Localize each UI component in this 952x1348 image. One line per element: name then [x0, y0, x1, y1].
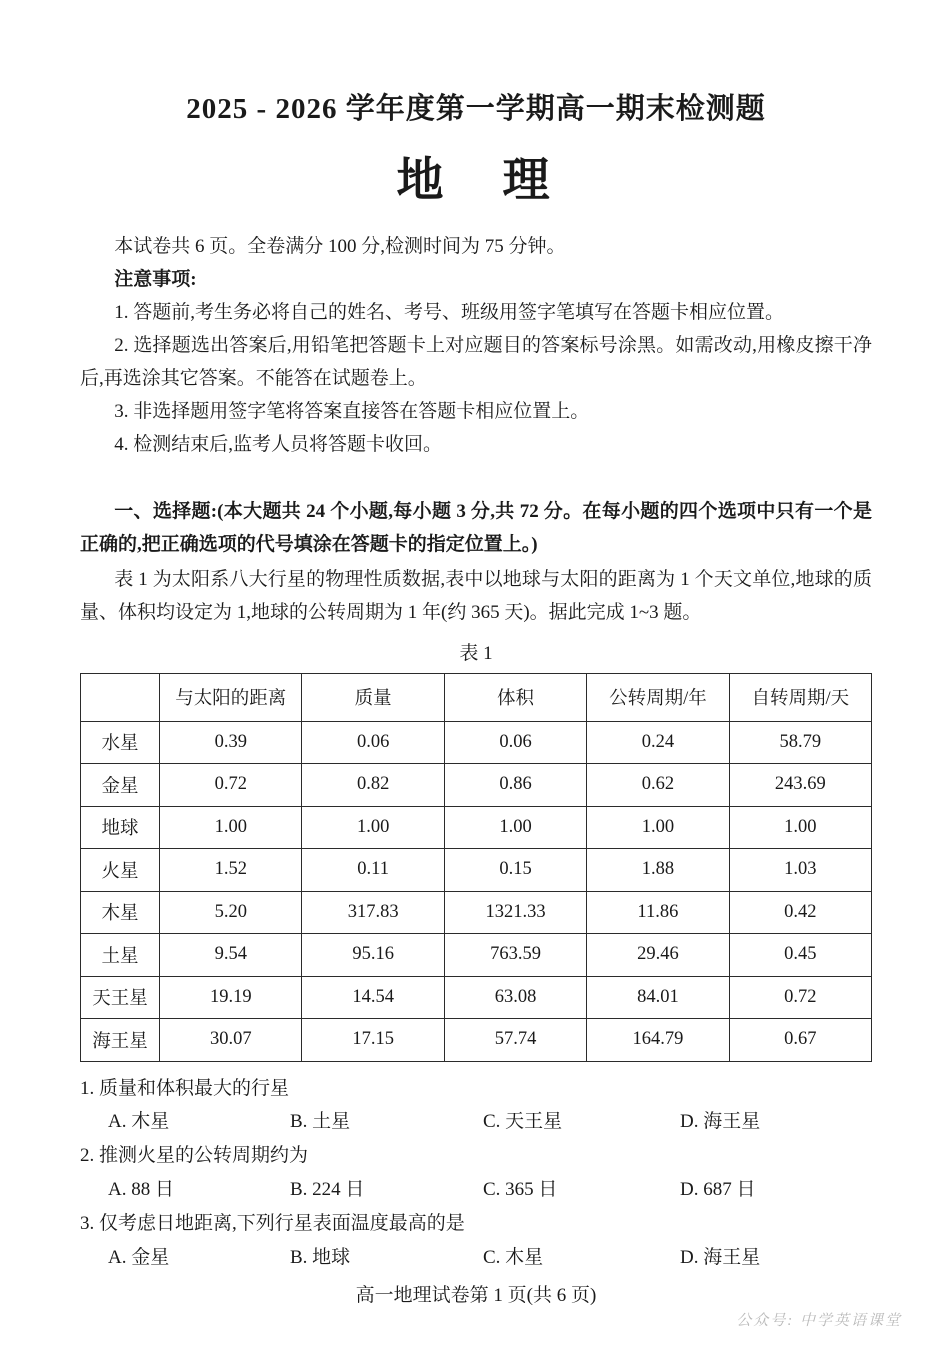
planet-name: 火星 — [81, 849, 160, 892]
cell-value: 0.39 — [160, 721, 302, 764]
cell-value: 9.54 — [160, 934, 302, 977]
question-3-options — [80, 1241, 872, 1275]
option-d: D. 海王星 — [680, 1111, 761, 1133]
option-c: C. 天王星 — [483, 1111, 563, 1133]
cell-value: 63.08 — [444, 976, 586, 1019]
table-row — [81, 891, 872, 934]
table-row — [81, 976, 872, 1019]
note-item: 1. 答题前,考生务必将自己的姓名、考号、班级用签字笔填写在答题卡相应位置。 — [114, 302, 784, 324]
cell-value: 1.00 — [587, 806, 729, 849]
cell-value: 0.82 — [302, 764, 444, 807]
cell-value: 763.59 — [444, 934, 586, 977]
notes-title: 注意事项: — [114, 269, 197, 291]
planet-data-table — [80, 673, 872, 1062]
option-d: D. 687 日 — [680, 1178, 756, 1200]
option-c: C. 木星 — [483, 1246, 544, 1268]
table-row — [81, 1019, 872, 1062]
cell-value: 1321.33 — [444, 891, 586, 934]
cell-value: 0.06 — [302, 721, 444, 764]
cell-value: 0.62 — [587, 764, 729, 807]
cell-value: 317.83 — [302, 891, 444, 934]
subject-title: 地 理 — [396, 155, 556, 207]
cell-value: 0.06 — [444, 721, 586, 764]
cell-value: 84.01 — [587, 976, 729, 1019]
table-caption: 表 1 — [459, 642, 493, 664]
planet-name: 金星 — [81, 764, 160, 807]
cell-value: 1.52 — [160, 849, 302, 892]
cell-value: 0.24 — [587, 721, 729, 764]
option-b: B. 224 日 — [290, 1178, 365, 1200]
cell-value: 1.00 — [444, 806, 586, 849]
page-footer: 高一地理试卷第 1 页(共 6 页) — [355, 1285, 597, 1307]
cell-value: 1.00 — [160, 806, 302, 849]
cell-value: 0.86 — [444, 764, 586, 807]
cell-value: 0.11 — [302, 849, 444, 892]
cell-value: 0.45 — [729, 934, 871, 977]
table-row — [81, 934, 872, 977]
note-item: 4. 检测结束后,监考人员将答题卡收回。 — [114, 434, 442, 456]
note-item: 3. 非选择题用签字笔将答案直接答在答题卡相应位置上。 — [114, 401, 590, 423]
exam-intro: 本试卷共 6 页。全卷满分 100 分,检测时间为 75 分钟。 — [114, 236, 566, 257]
planet-name: 海王星 — [81, 1019, 160, 1062]
table-header-row — [81, 673, 872, 721]
cell-value: 17.15 — [302, 1019, 444, 1062]
table-row — [81, 764, 872, 807]
watermark-text: 公众号: 中学英语课堂 — [736, 1313, 902, 1329]
table-row — [81, 721, 872, 764]
planet-name: 天王星 — [81, 976, 160, 1019]
cell-value: 30.07 — [160, 1019, 302, 1062]
cell-value: 1.88 — [587, 849, 729, 892]
cell-value: 19.19 — [160, 976, 302, 1019]
planet-name: 土星 — [81, 934, 160, 977]
header-cell-volume: 体积 — [444, 673, 586, 721]
question-2-text: 2. 推测火星的公转周期约为 — [80, 1145, 309, 1167]
cell-value: 0.72 — [160, 764, 302, 807]
cell-value: 0.15 — [444, 849, 586, 892]
header-cell-distance: 与太阳的距离 — [160, 673, 302, 721]
table-row — [81, 806, 872, 849]
note-item: 2. 选择题选出答案后,用铅笔把答题卡上对应题目的答案标号涂黑。如需改动,用橡皮擦干净后,再选涂其它答案。不能答在试题卷上。 — [80, 335, 872, 390]
table-row — [81, 849, 872, 892]
planet-name: 地球 — [81, 806, 160, 849]
cell-value: 29.46 — [587, 934, 729, 977]
exam-session-title: 2025 - 2026 学年度第一学期高一期末检测题 — [186, 93, 766, 125]
option-a: A. 木星 — [108, 1111, 170, 1133]
option-b: B. 土星 — [290, 1111, 351, 1133]
planet-name: 木星 — [81, 891, 160, 934]
cell-value: 14.54 — [302, 976, 444, 1019]
cell-value: 164.79 — [587, 1019, 729, 1062]
section-heading: 一、选择题:(本大题共 24 个小题,每小题 3 分,共 72 分。在每小题的四个选项中只有一个是正确的,把正确选项的代号填涂在答题卡的指定位置上。) — [80, 501, 872, 556]
cell-value: 243.69 — [729, 764, 871, 807]
passage-text: 表 1 为太阳系八大行星的物理性质数据,表中以地球与太阳的距离为 1 个天文单位,地球的质量、体积均设定为 1,地球的公转周期为 1 年(约 365 天)。据此完成 1~3 题。 — [80, 569, 872, 624]
cell-value: 1.00 — [729, 806, 871, 849]
questions-block — [80, 1072, 872, 1275]
option-b: B. 地球 — [290, 1246, 351, 1268]
question-3-text: 3. 仅考虑日地距离,下列行星表面温度最高的是 — [80, 1212, 465, 1234]
option-a: A. 金星 — [108, 1246, 170, 1268]
question-1-text: 1. 质量和体积最大的行星 — [80, 1077, 290, 1099]
header-cell-rotation-period: 自转周期/天 — [729, 673, 871, 721]
cell-value: 58.79 — [729, 721, 871, 764]
planet-name: 水星 — [81, 721, 160, 764]
cell-value: 95.16 — [302, 934, 444, 977]
cell-value: 11.86 — [587, 891, 729, 934]
question-1-options — [80, 1105, 872, 1139]
option-a: A. 88 日 — [108, 1178, 174, 1200]
cell-value: 0.42 — [729, 891, 871, 934]
question-2-options — [80, 1173, 872, 1207]
cell-value: 5.20 — [160, 891, 302, 934]
cell-value: 1.03 — [729, 849, 871, 892]
option-d: D. 海王星 — [680, 1246, 761, 1268]
header-cell-mass: 质量 — [302, 673, 444, 721]
option-c: C. 365 日 — [483, 1178, 558, 1200]
header-cell-orbital-period: 公转周期/年 — [587, 673, 729, 721]
cell-value: 57.74 — [444, 1019, 586, 1062]
cell-value: 0.67 — [729, 1019, 871, 1062]
cell-value: 1.00 — [302, 806, 444, 849]
header-cell-blank — [81, 673, 160, 721]
cell-value: 0.72 — [729, 976, 871, 1019]
